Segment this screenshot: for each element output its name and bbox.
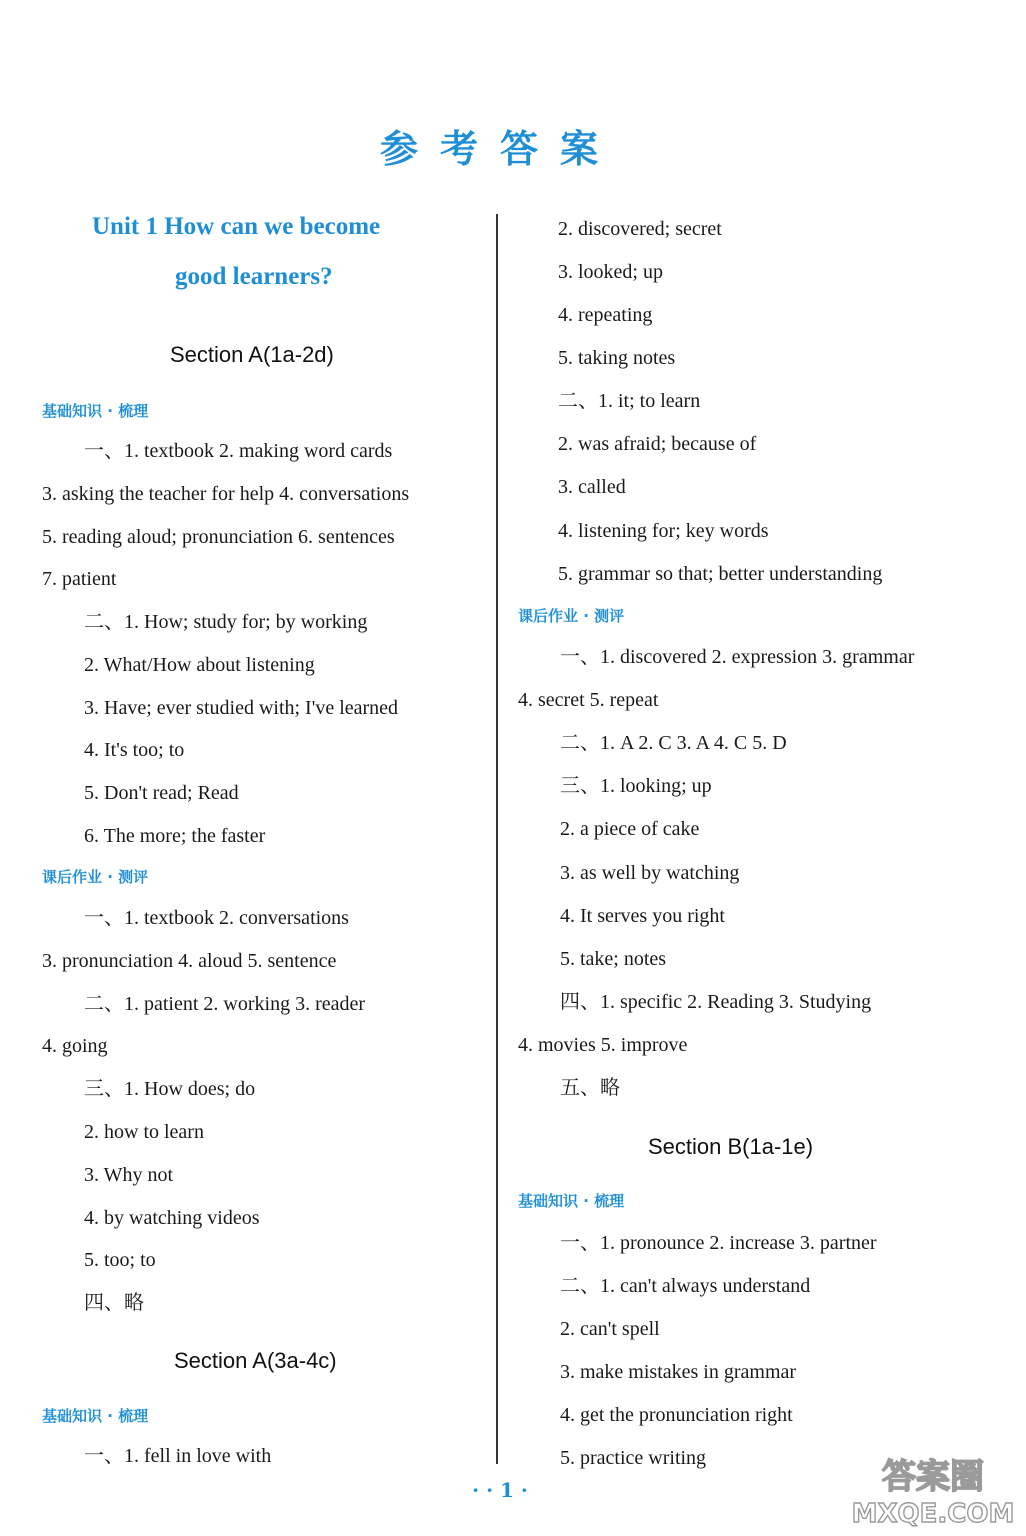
category-tag: 基础知识 · 梳理 [518,1192,625,1210]
answer-line: 四、略 [84,1292,144,1314]
answer-line: 三、1. How does; do [84,1078,256,1100]
answer-line: 二、1. it; to learn [558,390,701,412]
answer-line: 5. Don't read; Read [84,782,239,804]
answer-line: 3. looked; up [558,261,663,283]
answer-line: 7. patient [42,568,117,590]
answer-line: 3. pronunciation 4. aloud 5. sentence [42,950,337,972]
answer-line: 一、1. textbook 2. conversations [84,907,349,929]
answer-line: 2. discovered; secret [558,218,722,240]
svg-text:MXQE.COM: MXQE.COM [851,1499,1015,1529]
answer-line: 一、1. discovered 2. expression 3. grammar [560,646,915,668]
answer-line: 4. going [42,1035,108,1057]
answer-line: 四、1. specific 2. Reading 3. Studying [560,991,872,1013]
category-tag: 课后作业 · 测评 [518,607,625,625]
answer-line: 2. What/How about listening [84,654,315,676]
answer-line: 二、1. patient 2. working 3. reader [84,993,366,1015]
answer-line: 3. as well by watching [560,862,740,884]
answer-line: 6. The more; the faster [84,825,266,847]
answer-line: 3. called [558,476,626,498]
answer-line: 4. get the pronunciation right [560,1404,793,1426]
answer-line: 3. make mistakes in grammar [560,1361,797,1383]
answer-line: 4. repeating [558,304,653,326]
unit-heading-line2: good learners? [175,263,333,290]
category-tag: 基础知识 · 梳理 [42,1407,149,1425]
answer-line: 4. listening for; key words [558,520,769,542]
answer-line: 4. It's too; to [84,739,185,761]
answer-line: 5. taking notes [558,347,676,369]
answer-line: 二、1. A 2. C 3. A 4. C 5. D [560,732,787,754]
answer-line: 5. practice writing [560,1447,707,1469]
answer-line: 二、1. How; study for; by working [84,611,368,633]
watermark-logo [848,1448,1018,1530]
category-tag: 课后作业 · 测评 [42,868,149,886]
answer-line: 4. by watching videos [84,1207,260,1229]
answer-line: 五、略 [560,1077,620,1099]
page-title: 参考答案 [379,127,620,171]
answer-line: 3. Have; ever studied with; I've learned [84,697,399,719]
answer-line: 4. movies 5. improve [518,1034,688,1056]
section-heading: Section B(1a-1e) [648,1134,814,1159]
answer-line: 一、1. textbook 2. making word cards [84,440,393,462]
answer-line: 5. grammar so that; better understanding [558,563,883,585]
answer-line: 3. asking the teacher for help 4. conversations [42,483,410,505]
answer-line: 2. how to learn [84,1121,204,1143]
answer-line: 5. take; notes [560,948,667,970]
section-heading: Section A(3a-4c) [174,1348,337,1373]
answer-line: 4. secret 5. repeat [518,689,659,711]
answer-line: 二、1. can't always understand [560,1275,811,1297]
unit-heading-line1: Unit 1 How can we become [92,213,381,240]
column-divider [496,214,498,1464]
answer-line: 5. reading aloud; pronunciation 6. sentences [42,526,395,548]
answer-line: 5. too; to [84,1249,156,1271]
answer-line: 2. can't spell [560,1318,660,1340]
answer-line: 三、1. looking; up [560,775,712,797]
answer-line: 3. Why not [84,1164,174,1186]
svg-text:答案圈: 答案圈 [882,1457,984,1497]
category-tag: 基础知识 · 梳理 [42,402,149,420]
answer-line: 一、1. fell in love with [84,1445,272,1467]
answer-line: 一、1. pronounce 2. increase 3. partner [560,1232,877,1254]
section-heading: Section A(1a-2d) [170,342,334,367]
answer-line: 2. a piece of cake [560,818,700,840]
answer-line: 2. was afraid; because of [558,433,757,455]
page-number: · · 1 · [472,1478,528,1502]
answer-line: 4. It serves you right [560,905,725,927]
